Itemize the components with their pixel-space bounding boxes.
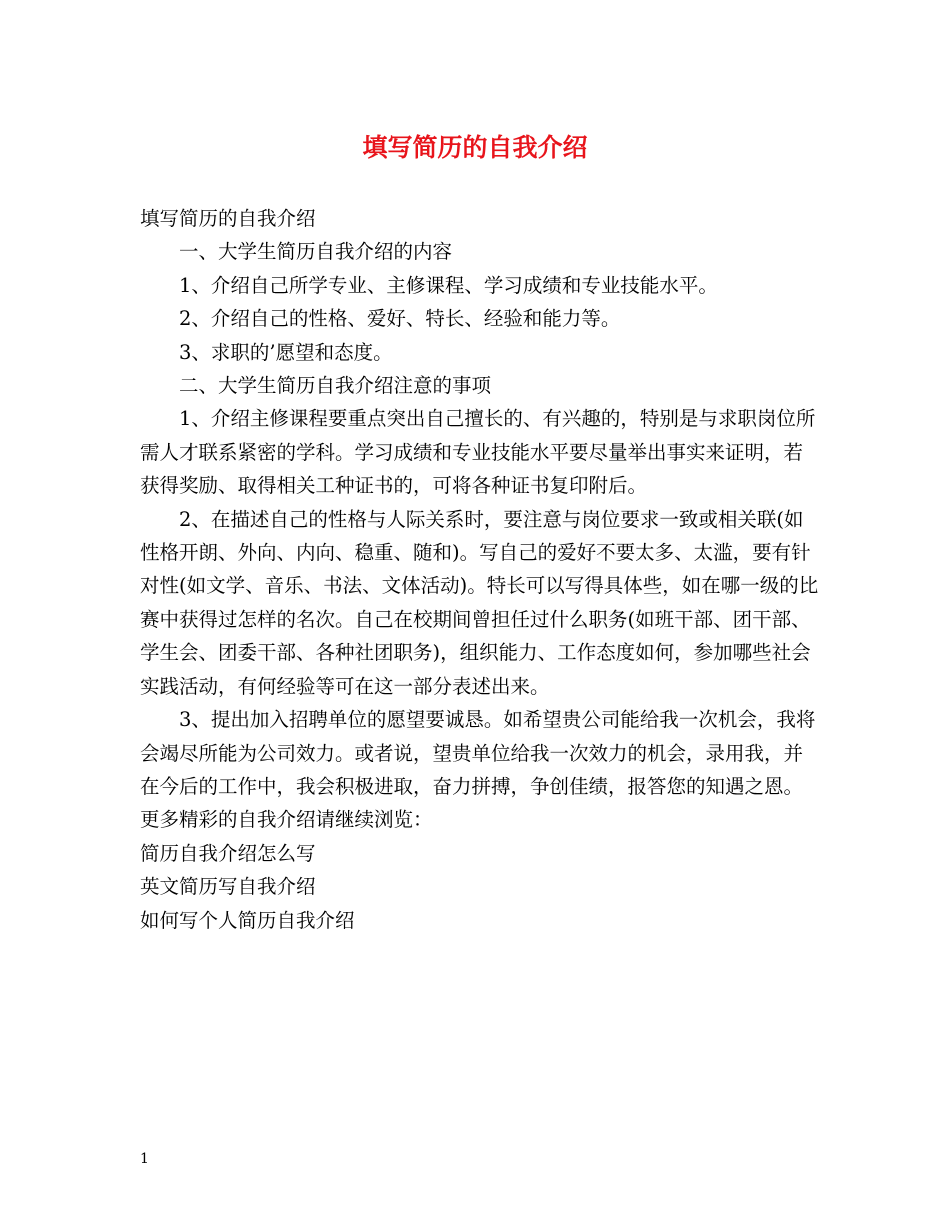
- document-body: [140, 202, 820, 937]
- related-link-2[interactable]: 英文简历写自我介绍: [140, 875, 316, 899]
- section-heading-notes: 二、大学生简历自我介绍注意的事项: [179, 374, 492, 398]
- more-reading-label: 更多精彩的自我介绍请继续浏览：: [140, 808, 433, 832]
- related-link-3[interactable]: 如何写个人简历自我介绍: [140, 908, 355, 932]
- notes-item-2: 2、在描述自己的性格与人际关系时，要注意与岗位要求一致或相关联(如性格开朗、外向、内向、稳重、随和)。写自己的爱好不要太多、太滥，要有针对性(如文学、音乐、书法、文体活动)。特长可以写得具体些，如在哪一级的比赛中获得过怎样的名次。自己在校期间曾担任过什么职务(如班干部、团干部、学生会、团委干部、各种社团职务)，组织能力、工作态度如何，参加哪些社会实践活动，有何经验等可在这一部分表述出来。: [140, 507, 819, 698]
- content-item-1: 1、介绍自己所学专业、主修课程、学习成绩和专业技能水平。: [179, 273, 718, 297]
- notes-item-3: 3、提出加入招聘单位的愿望要诚恳。如希望贵公司能给我一次机会，我将会竭尽所能为公司效力。或者说，望贵单位给我一次效力的机会，录用我，并在今后的工作中，我会积极进取，奋力拼搏，争创佳绩，报答您的知遇之恩。: [140, 708, 816, 798]
- content-item-2: 2、介绍自己的性格、爱好、特长、经验和能力等。: [179, 307, 621, 331]
- page-number: 1: [140, 1151, 149, 1167]
- page-title: 填写简历的自我介绍: [362, 133, 588, 162]
- subtitle-paragraph: 填写简历的自我介绍: [140, 207, 316, 230]
- section-heading-content: 一、大学生简历自我介绍的内容: [179, 240, 453, 264]
- related-link-1[interactable]: 简历自我介绍怎么写: [140, 841, 316, 865]
- content-item-3: 3、求职的’愿望和态度。: [179, 340, 393, 364]
- notes-item-1: 1、介绍主修课程要重点突出自己擅长的、有兴趣的，特别是与求职岗位所需人才联系紧密的学科。学习成绩和专业技能水平要尽量举出事实来证明，若获得奖励、取得相关工种证书的，可将各种证书复印附后。: [140, 407, 816, 498]
